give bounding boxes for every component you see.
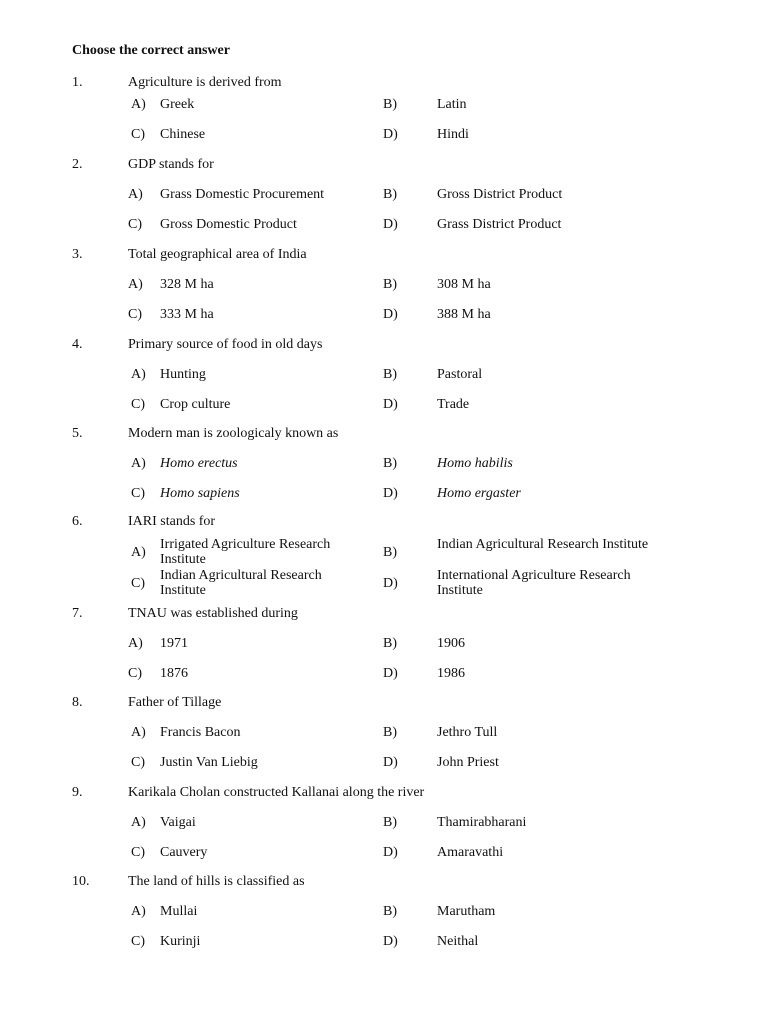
- option-letter: A): [131, 97, 146, 112]
- option-letter: C): [131, 486, 145, 501]
- option-text: Irrigated Agriculture Research Institute: [160, 537, 331, 567]
- option-text: 1876: [160, 666, 188, 681]
- option-letter: A): [128, 187, 143, 202]
- option-letter: A): [128, 277, 143, 292]
- question-number: 8.: [72, 695, 83, 710]
- option-letter: D): [383, 576, 398, 591]
- option-text: Hunting: [160, 367, 206, 382]
- option-letter: D): [383, 666, 398, 681]
- option-letter: C): [131, 934, 145, 949]
- option-text: 1971: [160, 636, 188, 651]
- option-letter: B): [383, 187, 397, 202]
- option-text: 1906: [437, 636, 465, 651]
- question-number: 3.: [72, 247, 83, 262]
- question-text: Agriculture is derived from: [128, 75, 282, 90]
- option-text: Gross District Product: [437, 187, 563, 202]
- option-text: Grass Domestic Procurement: [160, 187, 325, 202]
- question-number: 5.: [72, 426, 83, 441]
- option-letter: C): [131, 845, 145, 860]
- option-text: Homo sapiens: [160, 486, 240, 501]
- option-text: Neithal: [437, 934, 479, 949]
- option-letter: C): [131, 397, 145, 412]
- question-number: 4.: [72, 337, 83, 352]
- option-text: 388 M ha: [437, 307, 491, 322]
- option-text: Latin: [437, 97, 467, 112]
- option-letter: C): [128, 666, 142, 681]
- question-text: The land of hills is classified as: [128, 874, 305, 889]
- option-text: Pastoral: [437, 367, 483, 382]
- option-letter: B): [383, 904, 397, 919]
- option-text: 1986: [437, 666, 465, 681]
- question-text: Karikala Cholan constructed Kallanai along the river: [128, 785, 425, 800]
- option-letter: A): [131, 815, 146, 830]
- option-text: Homo habilis: [437, 456, 513, 471]
- question-text: Primary source of food in old days: [128, 337, 323, 352]
- question-text: Modern man is zoologicaly known as: [128, 426, 339, 441]
- option-text: Indian Agricultural Research Institute: [160, 568, 322, 598]
- option-letter: C): [128, 307, 142, 322]
- question-text: Total geographical area of India: [128, 247, 307, 262]
- option-letter: D): [383, 127, 398, 142]
- option-text: Cauvery: [160, 845, 208, 860]
- option-text: Homo ergaster: [437, 486, 521, 501]
- option-letter: B): [383, 277, 397, 292]
- option-letter: C): [131, 755, 145, 770]
- option-letter: D): [383, 307, 398, 322]
- option-text: 308 M ha: [437, 277, 491, 292]
- question-number: 1.: [72, 75, 83, 90]
- option-text: Kurinji: [160, 934, 201, 949]
- option-letter: D): [383, 755, 398, 770]
- option-text: Homo erectus: [160, 456, 238, 471]
- option-text: Amaravathi: [437, 845, 504, 860]
- page-heading: Choose the correct answer: [72, 43, 230, 58]
- option-letter: D): [383, 397, 398, 412]
- option-text: Justin Van Liebig: [160, 755, 258, 770]
- option-letter: D): [383, 845, 398, 860]
- option-text: Indian Agricultural Research Institute: [437, 537, 649, 552]
- option-text: International Agriculture Research Institute: [437, 568, 631, 598]
- option-letter: B): [383, 725, 397, 740]
- option-text: Gross Domestic Product: [160, 217, 297, 232]
- option-text: Francis Bacon: [160, 725, 241, 740]
- option-letter: A): [131, 456, 146, 471]
- question-text: IARI stands for: [128, 514, 216, 529]
- option-letter: B): [383, 97, 397, 112]
- option-letter: A): [131, 725, 146, 740]
- option-text: Marutham: [437, 904, 496, 919]
- option-text: Thamirabharani: [437, 815, 527, 830]
- question-text: Father of Tillage: [128, 695, 222, 710]
- option-letter: C): [128, 217, 142, 232]
- option-letter: C): [131, 127, 145, 142]
- option-letter: B): [383, 367, 397, 382]
- option-letter: A): [131, 545, 146, 560]
- question-number: 10.: [72, 874, 90, 889]
- option-text: Trade: [437, 397, 470, 412]
- option-letter: B): [383, 815, 397, 830]
- option-letter: D): [383, 934, 398, 949]
- option-text: John Priest: [437, 755, 499, 770]
- option-letter: D): [383, 217, 398, 232]
- option-letter: D): [383, 486, 398, 501]
- question-number: 9.: [72, 785, 83, 800]
- option-text: Vaigai: [160, 815, 196, 830]
- option-letter: B): [383, 545, 397, 560]
- question-number: 6.: [72, 514, 83, 529]
- option-text: Grass District Product: [437, 217, 562, 232]
- option-letter: A): [128, 636, 143, 651]
- question-text: TNAU was established during: [128, 606, 298, 621]
- option-text: 333 M ha: [160, 307, 214, 322]
- option-letter: A): [131, 367, 146, 382]
- option-letter: C): [131, 576, 145, 591]
- option-text: Chinese: [160, 127, 206, 142]
- question-number: 2.: [72, 157, 83, 172]
- option-text: Greek: [160, 97, 195, 112]
- option-letter: A): [131, 904, 146, 919]
- option-text: 328 M ha: [160, 277, 214, 292]
- question-number: 7.: [72, 606, 83, 621]
- option-letter: B): [383, 636, 397, 651]
- option-letter: B): [383, 456, 397, 471]
- option-text: Crop culture: [160, 397, 231, 412]
- question-text: GDP stands for: [128, 157, 214, 172]
- option-text: Mullai: [160, 904, 198, 919]
- option-text: Jethro Tull: [437, 725, 498, 740]
- option-text: Hindi: [437, 127, 469, 142]
